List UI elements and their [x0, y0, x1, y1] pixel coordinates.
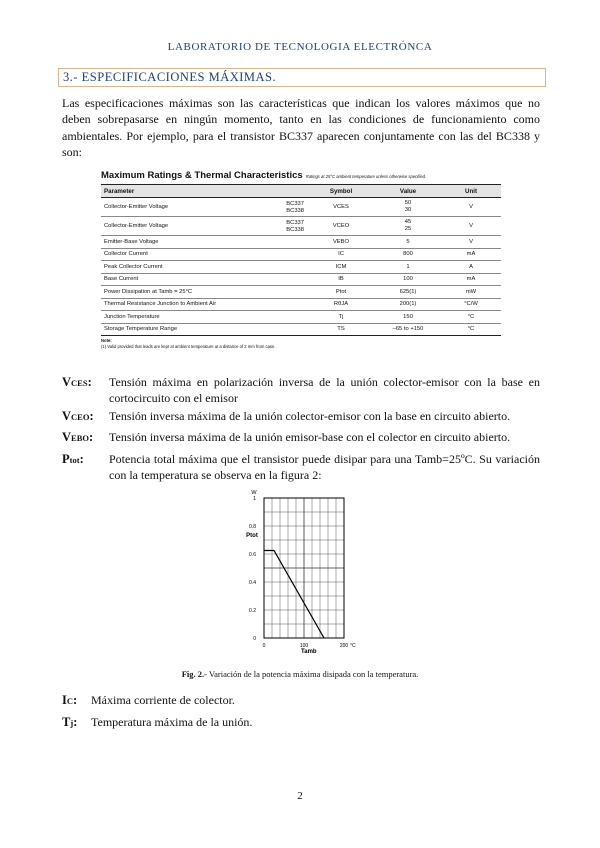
row-value: 800	[375, 248, 441, 261]
col-value: Value	[375, 185, 441, 198]
row-parameter: Collector-Emitter Voltage BC337 BC338	[101, 198, 307, 217]
row-value: 50 30	[375, 198, 441, 217]
y-tick-label: 0.8	[249, 524, 256, 530]
ratings-note	[101, 338, 501, 349]
definition-ptot-text: Potencia total máxima que el transistor puede disipar para una Tamb=25ºC. Su variación con la temperatura se observa en la figura 2:	[109, 452, 540, 482]
row-value: 1	[375, 261, 441, 274]
ratings-row	[101, 298, 501, 311]
definition-vceo-text: Tensión inversa máxima de la unión colector-emisor con la base en circuito abierto.	[109, 409, 511, 423]
row-value: 5	[375, 236, 441, 249]
row-symbol: ICM	[307, 261, 375, 274]
row-parameter: Base Current	[101, 273, 307, 286]
row-parameter: Thermal Resistance Junction to Ambient Air	[101, 298, 307, 311]
col-unit: Unit	[441, 185, 501, 198]
term-ptot: Ptot:	[62, 452, 84, 466]
power-derating-chart	[228, 486, 368, 656]
row-unit: A	[441, 261, 501, 274]
row-parameter: Power Dissipation at Tamb = 25°C	[101, 286, 307, 299]
note-label: Note:	[101, 338, 112, 343]
row-unit: mA	[441, 248, 501, 261]
col-symbol: Symbol	[307, 185, 375, 198]
row-parameter: Collector Current	[101, 248, 307, 261]
definition-vces-text: Tensión máxima en polarización inversa de la unión colector-emisor con la base en cortocircuito con el emisor	[109, 375, 540, 405]
figure-caption	[0, 669, 600, 679]
definition-ic	[62, 692, 540, 708]
x-tick-label: 100	[299, 643, 309, 649]
row-symbol: VCES	[307, 198, 375, 217]
ratings-row	[101, 311, 501, 324]
y-tick-label: 0.4	[249, 580, 256, 586]
row-symbol: Tj	[307, 311, 375, 324]
caption-label: Fig. 2.-	[181, 669, 207, 679]
term-vces: VCES:	[62, 375, 92, 389]
definition-tj-text: Temperatura máxima de la unión.	[91, 715, 253, 729]
ratings-table-block	[101, 170, 501, 349]
row-value: 200(1)	[375, 298, 441, 311]
y-tick-label: 1	[253, 496, 256, 502]
ratings-row	[101, 273, 501, 286]
ratings-row	[101, 217, 501, 236]
ratings-title	[101, 170, 501, 184]
ratings-row	[101, 323, 501, 336]
row-value: 45 25	[375, 217, 441, 236]
page-header: LABORATORIO DE TECNOLOGIA ELECTRÓNCA	[167, 41, 433, 53]
x-tick-label: 200	[339, 643, 349, 649]
ratings-subtitle: Ratings at 25°C ambient temperature unless otherwise specified.	[305, 174, 427, 179]
row-unit: °C/W	[441, 298, 501, 311]
y-axis-label: Ptot	[246, 533, 258, 540]
row-symbol: IC	[307, 248, 375, 261]
definition-vebo-text: Tensión inversa máxima de la unión emisor-base con el colector en circuito abierto.	[109, 430, 511, 444]
y-tick-label: 0.2	[249, 608, 256, 614]
definition-vces	[62, 374, 540, 406]
figure-power-derating	[228, 486, 368, 656]
definition-vceo	[62, 408, 540, 424]
row-symbol: Ptot	[307, 286, 375, 299]
y-tick-label: 0.6	[249, 552, 256, 558]
row-symbol: VEBO	[307, 236, 375, 249]
section-title: 3.- ESPECIFICACIONES MÁXIMAS.	[58, 68, 546, 87]
definition-tj	[62, 714, 540, 730]
term-tj: Tj:	[62, 715, 78, 729]
row-unit: V	[441, 198, 501, 217]
row-unit: mA	[441, 273, 501, 286]
ratings-header-row	[101, 185, 501, 198]
row-unit: °C	[441, 311, 501, 324]
term-vebo: VEBO:	[62, 430, 94, 444]
row-value: 100	[375, 273, 441, 286]
ratings-title-text: Maximum Ratings & Thermal Characteristics	[101, 170, 303, 181]
row-parameter: Peak Collector Current	[101, 261, 307, 274]
definition-vebo	[62, 429, 540, 445]
note-text: (1) Valid provided that leads are kept at ambient temperature at a distance of 2 mm from case.	[101, 343, 276, 349]
row-parameter: Emitter-Base Voltage	[101, 236, 307, 249]
ratings-row	[101, 248, 501, 261]
ratings-row	[101, 236, 501, 249]
row-unit: V	[441, 236, 501, 249]
row-unit: V	[441, 217, 501, 236]
definition-ic-text: Máxima corriente de colector.	[91, 693, 235, 707]
x-tick-label: 0	[262, 643, 266, 649]
row-symbol: RθJA	[307, 298, 375, 311]
row-symbol: VCEO	[307, 217, 375, 236]
row-symbol: TS	[307, 323, 375, 336]
ratings-table	[101, 184, 501, 336]
row-unit: °C	[441, 323, 501, 336]
row-parameter: Storage Temperature Range	[101, 323, 307, 336]
caption-text: Variación de la potencia máxima disipada con la temperatura.	[208, 669, 419, 679]
term-vceo: VCEO:	[62, 409, 94, 423]
row-value: 150	[375, 311, 441, 324]
col-parameter: Parameter	[101, 185, 307, 198]
ratings-row	[101, 286, 501, 299]
ratings-row	[101, 261, 501, 274]
series-line-ptot	[264, 551, 324, 639]
row-parameter: Junction Temperature	[101, 311, 307, 324]
ratings-row	[101, 198, 501, 217]
row-parameter: Collector-Emitter Voltage BC337 BC338	[101, 217, 307, 236]
row-value: 625(1)	[375, 286, 441, 299]
page-number: 2	[297, 790, 303, 802]
intro-paragraph: Las especificaciones máximas son las características que indican los valores máximos que no deben sobrepasarse en ningún momento, tanto en las condiciones de funcionamiento como ambientales. Por ejemplo, para el transistor BC337 aparecen conjuntamente con las del BC338 y son:	[62, 96, 540, 160]
y-unit-label: W	[251, 490, 257, 496]
row-symbol: IB	[307, 273, 375, 286]
row-unit: mW	[441, 286, 501, 299]
x-axis-label: Tamb	[301, 649, 317, 655]
term-ic: IC:	[62, 693, 78, 707]
row-value: –65 to +150	[375, 323, 441, 336]
x-unit-label: °C	[350, 643, 356, 649]
definition-ptot	[62, 451, 540, 483]
y-tick-label: 0	[253, 636, 256, 642]
